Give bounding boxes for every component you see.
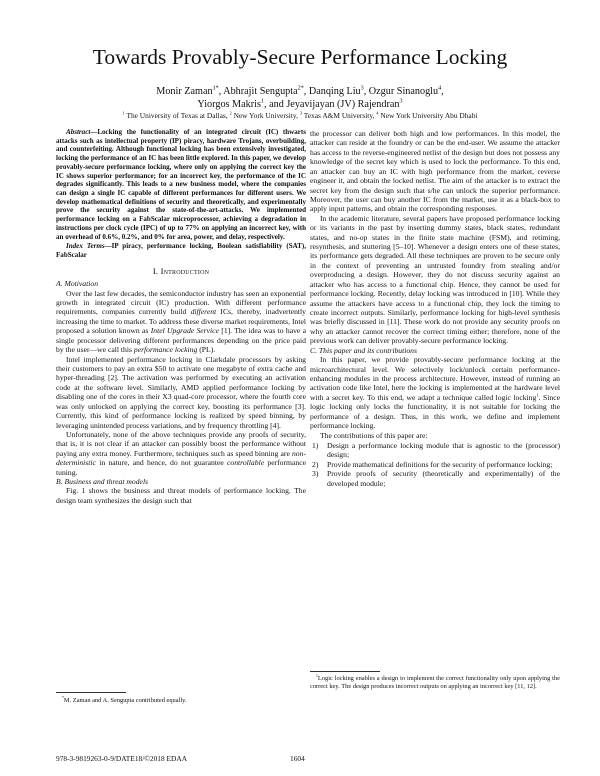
abstract: Abstract—Locking the functionality of an integrated circuit (IC) thwarts attacks such as intellectual property (IP) piracy, hardware Trojans, overbuilding, and counterfeiting. Although functional locking has been extensively investigated, locking the performance of an IC has been little explored. In this paper, we develop provably-secure performance locking, where only on applying the correct key the IC shows superior performance; for an incorrect key, the performance of the IC degrades significantly. This leads to a new business model, where the companies can design a single IC capable of different performances for different users. We develop mathematical definitions of security and theoretically, and experimentally prove the security against the state-of-the-art-attacks. We implemented performance locking on a FabScalar microprocessor, achieving a degradation in instructions per clock cycle (IPC) of up to 77% on applying an incorrect key, with an overhead of 0.6%, 0.2%, and 0% for area, power, and delay, respectively.	[56, 128, 306, 241]
author: Ozgur Sinanoglu	[368, 86, 439, 97]
author: Danqing Liu	[308, 86, 361, 97]
author-list: Monir Zaman$^{1*}$, Abhrajit Sengupta$^{2*}$, Danqing Liu$^3$, Ozgur Sinanoglu$^4$, Yiorgos Makris$^1$, and Jeyavijayan (JV) Rajendran$^3$	[156, 85, 444, 110]
author: Abhrajit Sengupta	[223, 86, 298, 97]
list-item: 1) Design a performance locking module that is agnostic to the (processor) design;	[312, 440, 560, 460]
subsection-heading: A. Motivation	[56, 279, 99, 289]
body-paragraph: Fig. 1 shows the business and threat models of performance locking. The design team synthesizes the design such that	[56, 486, 306, 505]
footnote: $^1$Logic locking enables a design to implement the correct functionality only upon applying the correct key. The design produces incorrect outputs on applying an incorrect key [11, 12].	[310, 673, 560, 690]
footnote: *M. Zaman and A. Sengupta contributed equally.	[62, 695, 187, 704]
left-column	[56, 128, 306, 505]
author: Yiorgos Makris	[197, 98, 261, 110]
footer-isbn: 978-3-9819263-0-9/DATE18/©2018 EDAA	[56, 754, 188, 763]
body-paragraph: the processor can deliver both high and low performances. In this model, the attacker can reside at the foundry or can be the end-user. We assume the attacker has access to the reverse-engineered netlist of the design but does not possess any knowledge of the secret key which is used to lock the performance. To this end, an attacker can buy an IC with high performance from the market, reverse engineer it, and obtain the locked netlist. The aim of the attacker is to extract the secret key from the design such that s/he can unlock the superior performance. Moreover, the user can buy another IC from the market, use it as a black-box to apply input patterns, and obtain the corresponding responses.	[310, 129, 560, 214]
author: Jeyavijayan (JV) Rajendran	[286, 98, 400, 110]
paper-title: Towards Provably-Secure Performance Locking	[92, 45, 508, 69]
body-paragraph: Over the last few decades, the semiconductor industry has seen an exponential growth in integrated circuit (IC) production. With different performance requirements, companies currently build different ICs, thereby, inadvertently increasing the time to market. To address these diverse market requirements, Intel proposed a solution known as Intel Upgrade Service [1]. The idea was to have a single processor delivering different performances depending on the price paid by the user—we call this performance locking (PL).	[56, 288, 307, 355]
page-number: 1604	[290, 754, 305, 763]
body-paragraph: In the academic literature, several papers have proposed performance locking or its variants in the past by inserting dummy states, black states, redundant states, and no-op states in the finite state machine (FSM), and retiming, resynthesis, and stuttering [5–10]. Whenever a design enters one of these states, its performance gets degraded. All these techniques are proven to be secure only in the context of preventing an untrusted foundry from stealing and/or overproducing a design. However, they do not discuss security against an attacker who has access to a functional chip. Hence, they cannot be used for performance locking. Recently, delay locking was introduced in [10]. While they assume the attackers have access to a functional chip, they lock the timing to create incorrect outputs. Similarly, performance locking for high-level synthesis was briefly discussed in [11]. These work do not provide any security proofs on why an attacker cannot recover the correct timing either; therefore, none of the previous work can deliver provably-secure performance locking.	[310, 213, 560, 346]
list-item: 3) Provide proofs of security (theoretically and experimentally) of the developed module;	[312, 469, 560, 488]
subsection-heading: B. Business and threat models	[56, 477, 149, 487]
affiliations: $^1$ The University of Texas at Dallas, $^2$ New York University, $^3$ Texas A&M University, $^4$ New York University Abu Dhabi	[122, 110, 478, 120]
body-paragraph: Intel implemented performance locking in Clarkdale processors by asking their customers to pay an extra $50 to activate one megabyte of extra cache and hyper-threading [2]. The activation was performed by executing an activation code at the software level. Similarly, AMD applied performance locking by disabling one of the cores in their X3 quad-core processor, where the fourth core was only unlocked on applying the correct key, boosting its performance [3]. Currently, this kind of performance locking is realized by speed binning, by leveraging unintended process variations, and by frequency throttling [4].	[56, 354, 306, 430]
body-paragraph: The contributions of this paper are:	[320, 430, 428, 440]
footnote-rule	[310, 671, 380, 672]
body-paragraph: Unfortunately, none of the above techniques provide any proofs of security, that is, it is not clear if an attacker can possibly boost the performance without paying any extra money. Furthermore, techniques such as speed binning are non-deterministic in nature, and hence, do not guarantee controllable performance tuning.	[56, 429, 306, 477]
body-paragraph: In this paper, we provide provably-secure performance locking at the microarchitectural level. We selectively lock/unlock certain performance-enhancing modules in the process architecture. However, instead of running an activation code like Intel, here the locking is implemented at the hardware level with a secret key. To this end, we adapt a technique called logic locking$^1$. Since logic locking only locks the functionality, it is not suitable for locking the performance of a design. Thus, in this work, we define and implement performance locking.	[310, 355, 560, 431]
subsection-heading: C. This paper and its contributions	[310, 345, 417, 355]
footnote-rule	[56, 692, 126, 693]
index-terms: Index Terms—IP piracy, performance locking, Boolean satisfiability (SAT), FabScalar	[56, 242, 306, 260]
right-column	[310, 129, 560, 488]
author: Monir Zaman	[156, 86, 213, 97]
list-item: 2) Provide mathematical definitions for the security of performance locking;	[312, 459, 553, 469]
section-heading: I. Introduction	[152, 265, 210, 276]
contributions-list	[310, 441, 560, 488]
